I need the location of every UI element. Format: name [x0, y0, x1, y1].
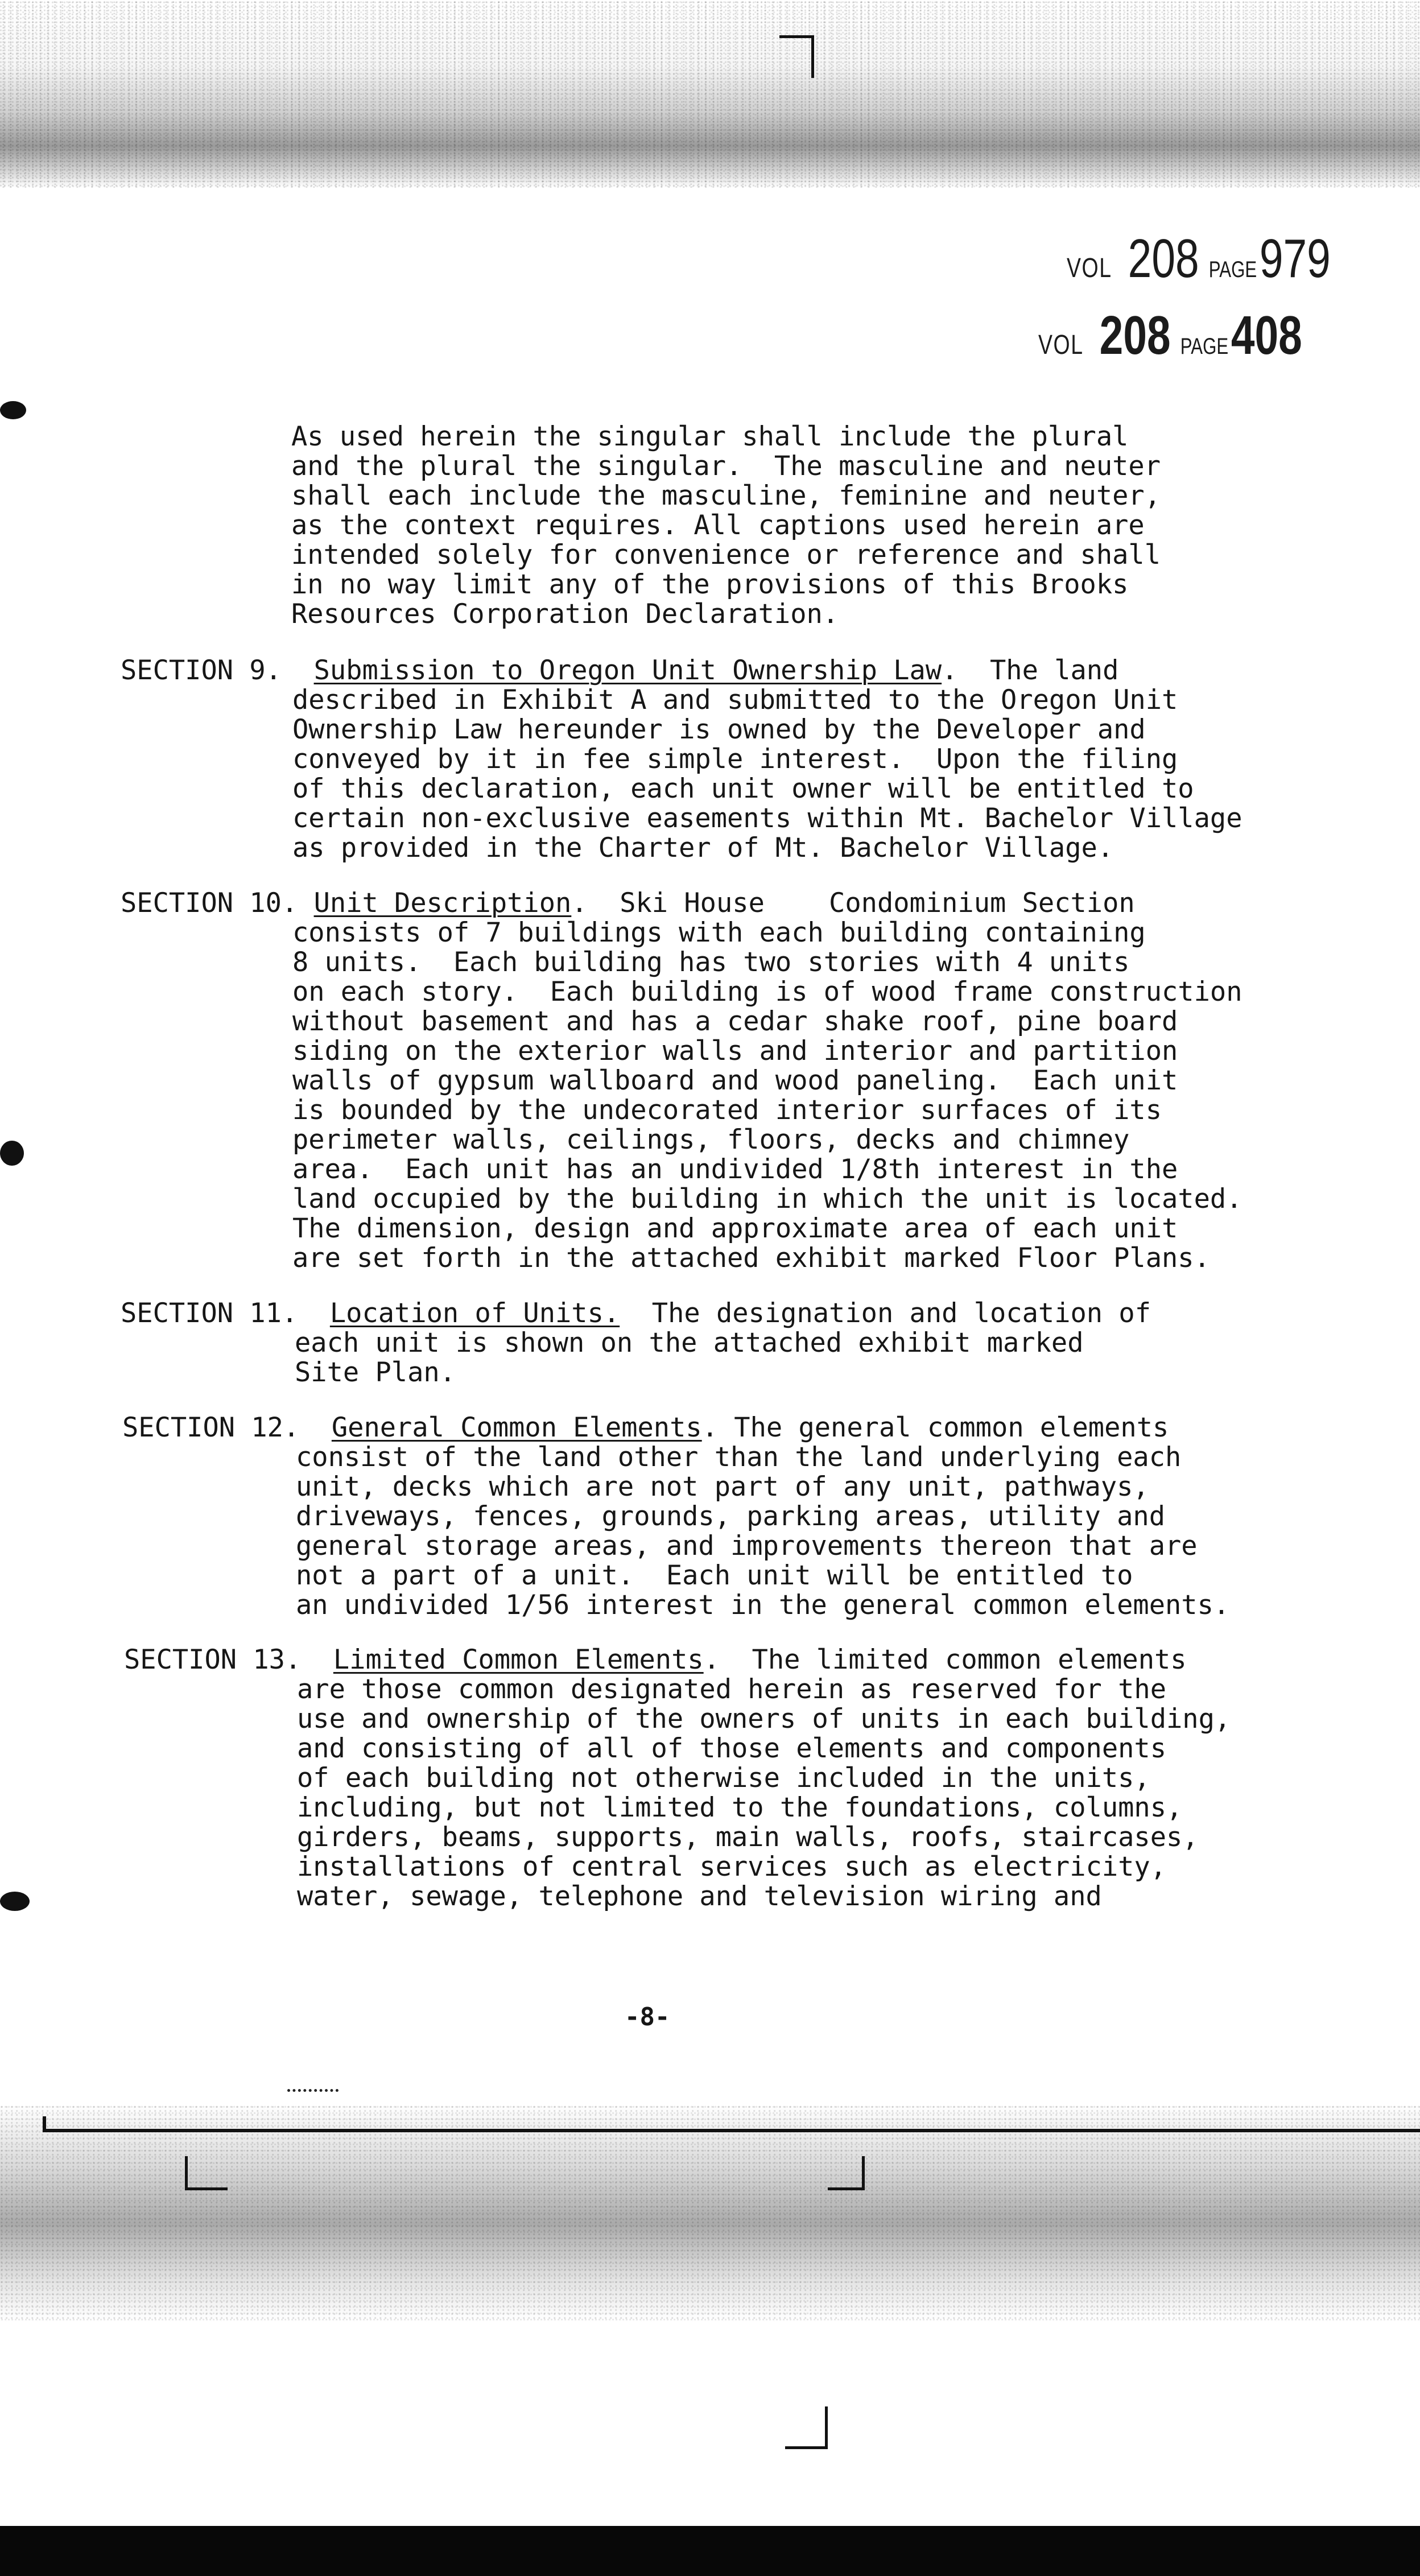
punch-hole-mark	[0, 1141, 24, 1166]
paragraph-line: an undivided 1/56 interest in the general common elements.	[296, 1590, 1230, 1621]
paragraph-line: general storage areas, and improvements thereon that are	[296, 1530, 1198, 1562]
section-heading: Submission to Oregon Unit Ownership Law	[313, 655, 942, 686]
crop-mark-bottom-left	[185, 2156, 228, 2190]
section-first-line	[121, 656, 1118, 686]
scan-edge-bottom	[0, 2105, 1420, 2321]
paragraph-line: on each story. Each building is of wood frame construction	[292, 976, 1242, 1008]
paragraph-line: intended solely for convenience or reference and shall	[291, 539, 1161, 571]
section-first-line	[122, 1413, 1169, 1443]
section-label: SECTION 10.	[121, 887, 298, 919]
stamp-page-number: 408	[1231, 305, 1302, 366]
page-number: -8-	[625, 2003, 670, 2032]
paragraph-line: of each building not otherwise included in the units,	[297, 1762, 1150, 1794]
paragraph-line: as provided in the Charter of Mt. Bachelor Village.	[292, 832, 1114, 864]
stamp-page-label: PAGE	[1180, 334, 1229, 359]
punch-hole-mark	[0, 401, 26, 419]
section-label: SECTION 9.	[121, 655, 282, 686]
stamp-vol-number: 208	[1128, 228, 1199, 289]
crop-mark-top	[779, 35, 814, 78]
section-first-line-text: . Ski House Condominium Section	[571, 887, 1135, 919]
paragraph-line: girders, beams, supports, main walls, roofs, staircases,	[297, 1822, 1199, 1853]
paragraph-line: of this declaration, each unit owner will be entitled to	[292, 773, 1194, 804]
recording-stamp	[1038, 304, 1302, 367]
stamp-page-number: 979	[1259, 228, 1331, 289]
paragraph-line: area. Each unit has an undivided 1/8th interest in the	[292, 1154, 1178, 1185]
paragraph-line: use and ownership of the owners of units in each building,	[297, 1703, 1231, 1735]
stamp-vol-label: VOL	[1067, 253, 1112, 283]
paragraph-line: unit, decks which are not part of any unit, pathways,	[296, 1471, 1149, 1502]
section-first-line	[121, 889, 1135, 918]
paragraph-line: walls of gypsum wallboard and wood paneling. Each unit	[292, 1065, 1178, 1096]
paragraph-line: Resources Corporation Declaration.	[291, 598, 839, 630]
paragraph-line: each unit is shown on the attached exhibit marked	[295, 1327, 1084, 1359]
paragraph-line: shall each include the masculine, feminine and neuter,	[291, 480, 1161, 511]
stamp-vol-label: VOL	[1038, 330, 1084, 360]
punch-hole-mark	[0, 1892, 30, 1911]
paragraph-line: Ownership Law hereunder is owned by the Developer and	[292, 714, 1146, 745]
paragraph-line: not a part of a unit. Each unit will be entitled to	[296, 1560, 1133, 1591]
paragraph-line: water, sewage, telephone and television wiring and	[297, 1881, 1102, 1912]
crop-mark-lower	[785, 2406, 828, 2449]
paragraph-line: is bounded by the undecorated interior surfaces of its	[292, 1095, 1162, 1126]
section-heading: Location of Units.	[329, 1298, 620, 1329]
paragraph-line: and consisting of all of those elements and components	[297, 1733, 1167, 1764]
page-edge-rule-tick	[43, 2116, 46, 2132]
paragraph-line: described in Exhibit A and submitted to the Oregon Unit	[292, 684, 1178, 716]
section-first-line	[124, 1645, 1187, 1675]
paragraph-line: and the plural the singular. The masculine and neuter	[291, 451, 1161, 482]
section-heading: Unit Description	[313, 887, 572, 919]
scan-edge-top	[0, 0, 1420, 188]
paragraph-line: 8 units. Each building has two stories with 4 units	[292, 947, 1130, 978]
crop-mark-bottom-right	[828, 2156, 865, 2190]
paragraph-line: as the context requires. All captions used herein are	[291, 510, 1145, 541]
section-first-line-text: The designation and location of	[620, 1298, 1151, 1329]
stamp-vol-number: 208	[1099, 305, 1171, 366]
section-first-line-text: . The limited common elements	[703, 1644, 1187, 1675]
paragraph-line: including, but not limited to the foundations, columns,	[297, 1792, 1183, 1823]
paragraph-line: perimeter walls, ceilings, floors, decks and chimney	[292, 1124, 1130, 1155]
paragraph-line: installations of central services such as electricity,	[297, 1851, 1167, 1883]
section-label: SECTION 11.	[121, 1298, 298, 1329]
paragraph-line: conveyed by it in fee simple interest. Upon the filing	[292, 744, 1178, 775]
paragraph-line: in no way limit any of the provisions of this Brooks	[291, 569, 1129, 600]
section-first-line-text: . The general common elements	[701, 1412, 1169, 1443]
paragraph-line: land occupied by the building in which the unit is located.	[292, 1183, 1242, 1215]
section-label: SECTION 12.	[122, 1412, 300, 1443]
paragraph-line: consist of the land other than the land underlying each	[296, 1442, 1182, 1473]
section-heading: General Common Elements	[331, 1412, 702, 1443]
scan-dot-mark	[287, 2089, 339, 2095]
paragraph-line: are those common designated herein as reserved for the	[297, 1674, 1167, 1705]
paragraph-line: driveways, fences, grounds, parking areas, utility and	[296, 1501, 1166, 1532]
paragraph-line: certain non-exclusive easements within Mt. Bachelor Village	[292, 803, 1242, 834]
page-edge-rule	[43, 2129, 1420, 2132]
paragraph-line: are set forth in the attached exhibit marked Floor Plans.	[292, 1242, 1210, 1274]
paragraph-line: Site Plan.	[295, 1357, 456, 1388]
paragraph-line: siding on the exterior walls and interior and partition	[292, 1035, 1178, 1067]
section-first-line-text: . The land	[942, 655, 1119, 686]
recording-stamp	[1067, 228, 1331, 290]
paragraph-line: without basement and has a cedar shake roof, pine board	[292, 1006, 1178, 1037]
scan-edge-black-strip	[0, 2526, 1420, 2576]
paragraph-line: consists of 7 buildings with each building containing	[292, 917, 1146, 948]
section-label: SECTION 13.	[124, 1644, 302, 1675]
section-heading: Limited Common Elements	[333, 1644, 704, 1675]
paragraph-line: The dimension, design and approximate area of each unit	[292, 1213, 1178, 1244]
section-first-line	[121, 1299, 1151, 1328]
paragraph-line: As used herein the singular shall include the plural	[291, 421, 1129, 452]
stamp-page-label: PAGE	[1208, 257, 1257, 282]
